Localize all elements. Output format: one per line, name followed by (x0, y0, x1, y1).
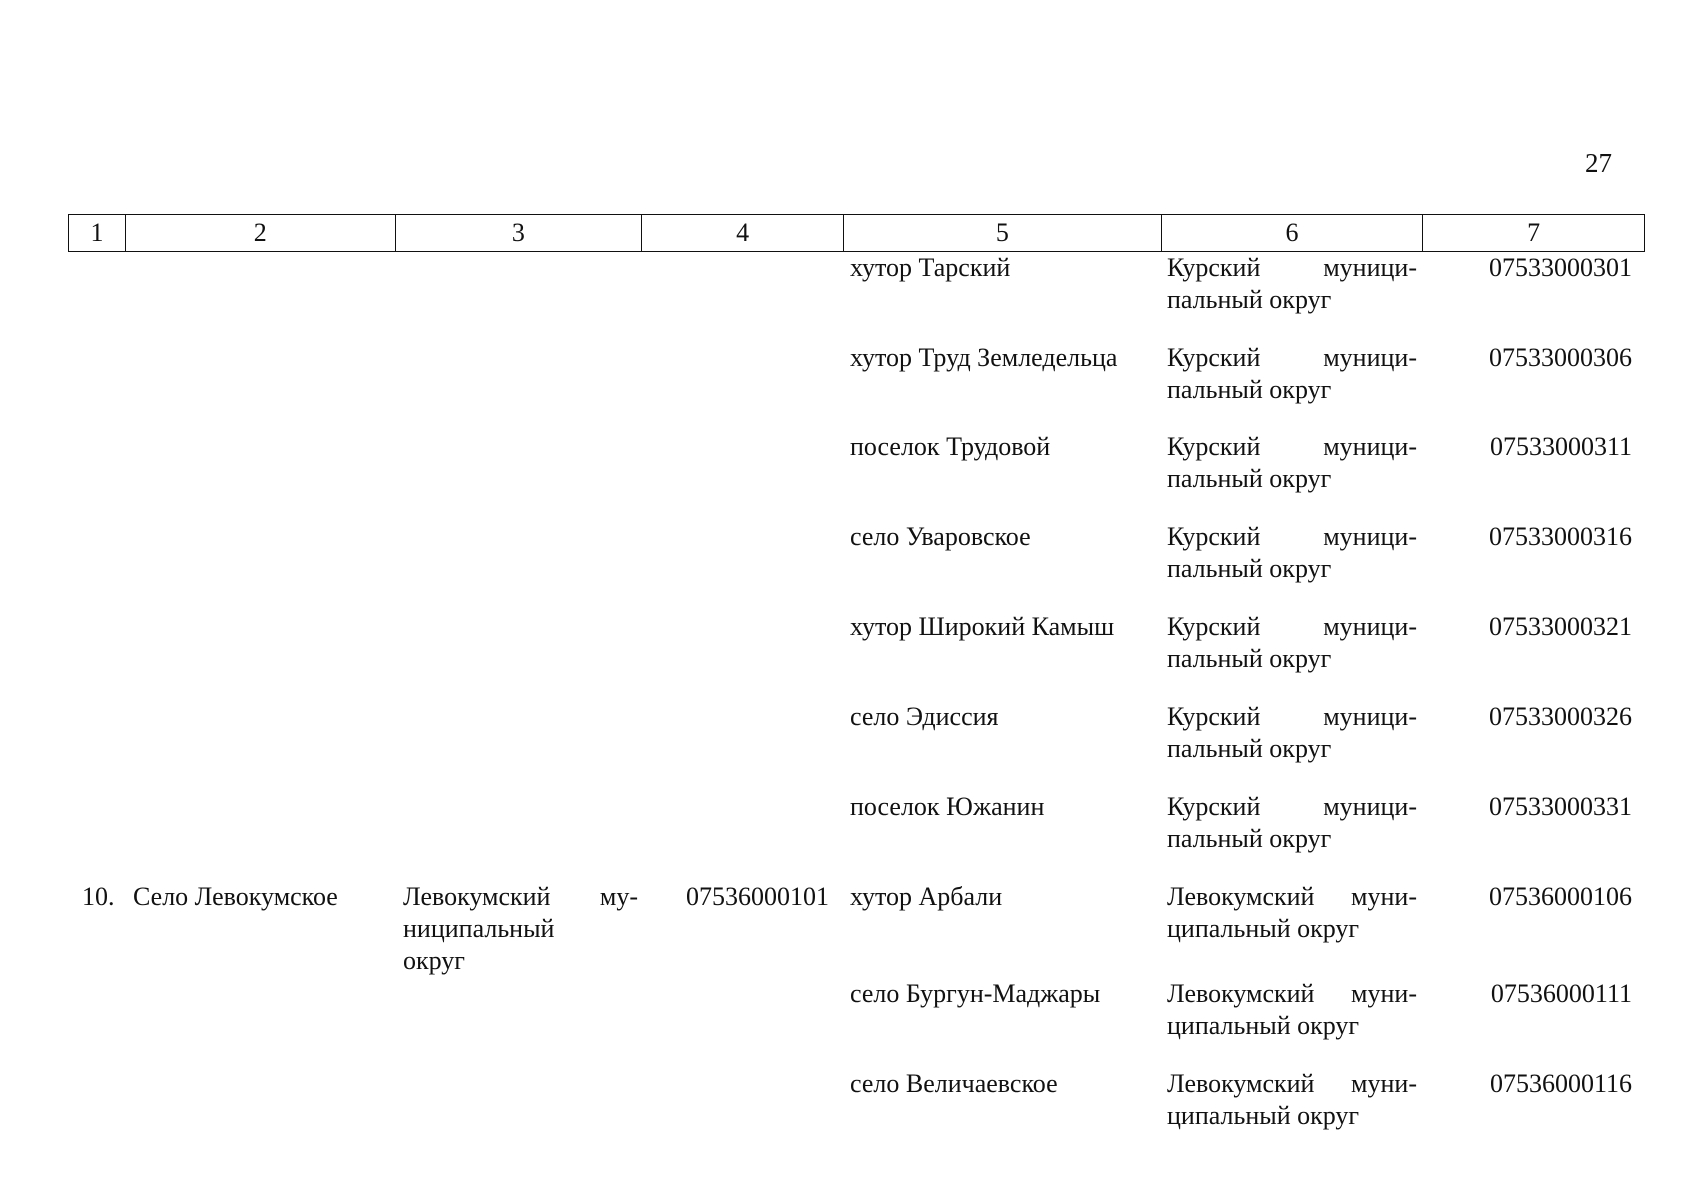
district-line-1: Курский муници- (1167, 702, 1417, 731)
district-line-2: пальный округ (1167, 644, 1332, 673)
center-district-line-2: ниципальный (403, 914, 555, 943)
district-line-1: Курский муници- (1167, 253, 1417, 282)
settlement-name: село Уваровское (850, 522, 1031, 551)
table-header-row (68, 214, 1645, 252)
settlement-name: поселок Южанин (850, 792, 1045, 821)
settlement-name: село Величаевское (850, 1069, 1058, 1098)
settlement-name: хутор Широкий Камыш (850, 612, 1115, 641)
district-line-1: Курский муници- (1167, 522, 1417, 551)
municipal-district (1167, 611, 1417, 675)
municipal-district (1167, 881, 1417, 945)
settlement-name: поселок Трудовой (850, 432, 1051, 461)
row-number: 10. (82, 882, 115, 911)
header-col-7: 7 (1527, 218, 1541, 247)
municipal-district (1167, 978, 1417, 1042)
district-line-2: ципальный округ (1167, 1011, 1360, 1040)
district-line-1: Левокумский муни- (1167, 979, 1417, 1008)
municipal-district (1167, 521, 1417, 585)
oktmo-code: 07533000301 (1489, 253, 1632, 282)
oktmo-code: 07536000106 (1489, 882, 1632, 911)
header-col-1: 1 (69, 215, 126, 251)
center-district-line-3: округ (403, 946, 465, 975)
settlement-name: село Бургун-Маджары (850, 979, 1101, 1008)
municipal-district (1167, 1068, 1417, 1132)
municipal-district (1167, 701, 1417, 765)
oktmo-code: 07536000111 (1490, 979, 1632, 1008)
settlement-name: хутор Арбали (850, 882, 1003, 911)
header-col-6: 6 (1162, 215, 1424, 251)
center-name: Село Левокумское (133, 882, 338, 911)
oktmo-code: 07533000321 (1489, 612, 1632, 641)
header-col-2: 2 (126, 215, 396, 251)
center-oktmo-code: 07536000101 (686, 882, 829, 911)
settlement-name: хутор Тарский (850, 253, 1011, 282)
district-line-1: Курский муници- (1167, 792, 1417, 821)
district-line-1: Левокумский муни- (1167, 882, 1417, 911)
oktmo-code: 07536000116 (1489, 1069, 1632, 1098)
district-line-1: Курский муници- (1167, 343, 1417, 372)
header-col-3: 3 (396, 215, 643, 251)
settlement-name: село Эдиссия (850, 702, 999, 731)
center-district-line-1: Левокумский му- (403, 882, 638, 911)
district-line-2: пальный округ (1167, 824, 1332, 853)
district-line-2: пальный округ (1167, 554, 1332, 583)
district-line-2: пальный округ (1167, 734, 1332, 763)
district-line-1: Левокумский муни- (1167, 1069, 1417, 1098)
header-col-5: 5 (844, 215, 1162, 251)
district-line-2: пальный округ (1167, 375, 1332, 404)
oktmo-code: 07533000306 (1489, 343, 1632, 372)
district-line-2: пальный округ (1167, 464, 1332, 493)
oktmo-code: 07533000316 (1489, 522, 1632, 551)
district-line-2: ципальный округ (1167, 914, 1360, 943)
municipal-district (1167, 342, 1417, 406)
municipal-district (1167, 252, 1417, 316)
district-line-2: ципальный округ (1167, 1101, 1360, 1130)
district-line-1: Курский муници- (1167, 612, 1417, 641)
district-line-1: Курский муници- (1167, 432, 1417, 461)
page-number: 27 (1585, 148, 1612, 178)
center-district (403, 881, 638, 977)
municipal-district (1167, 791, 1417, 855)
oktmo-code: 07533000311 (1489, 432, 1632, 461)
municipal-district (1167, 431, 1417, 495)
oktmo-code: 07533000331 (1489, 792, 1632, 821)
settlement-name: хутор Труд Земледельца (850, 343, 1118, 372)
oktmo-code: 07533000326 (1489, 702, 1632, 731)
district-line-2: пальный округ (1167, 285, 1332, 314)
header-col-4: 4 (642, 215, 844, 251)
